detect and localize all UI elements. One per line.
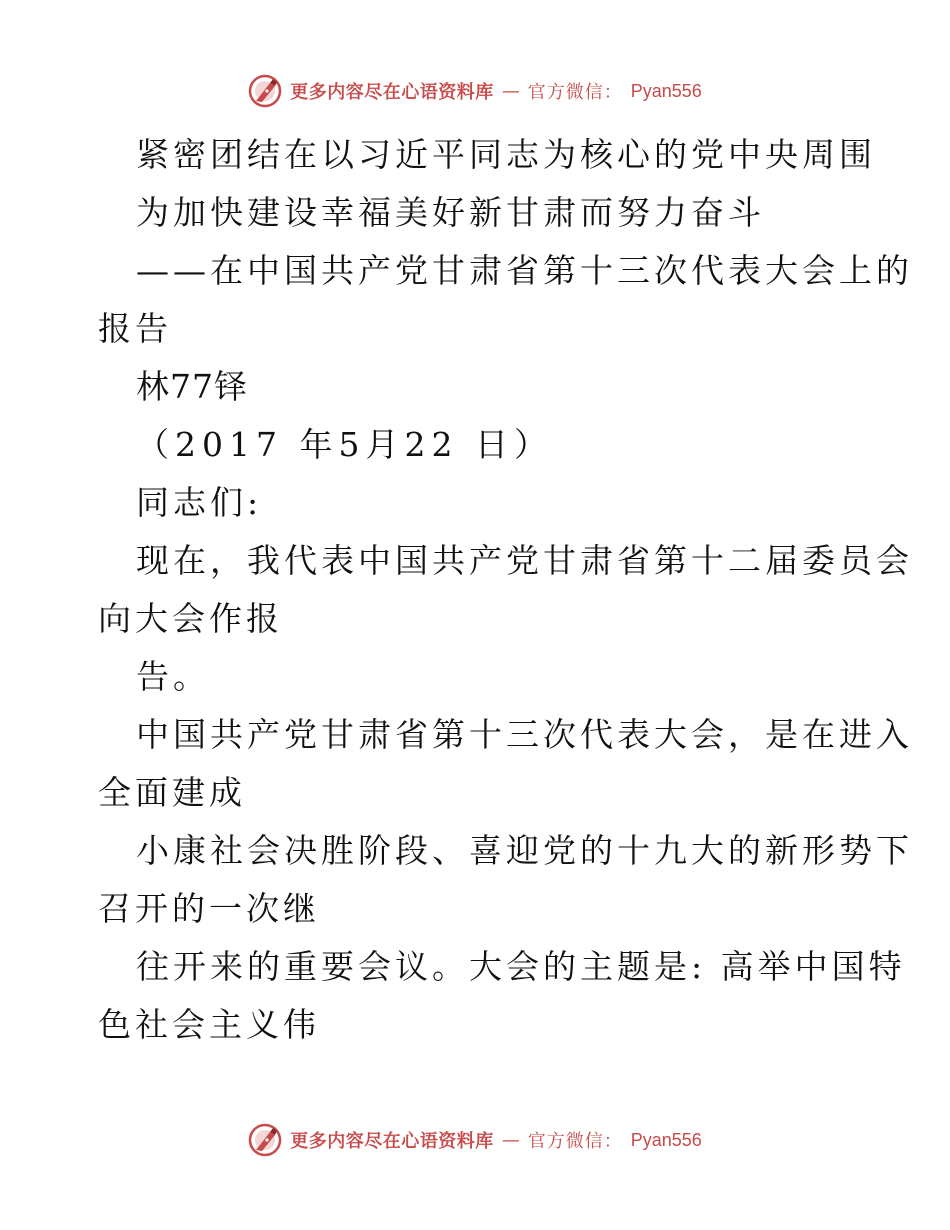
document-line-author: 林77铎 [136, 367, 248, 406]
document-line-title-1: 紧密团结在以习近平同志为核心的党中央周围 [136, 135, 876, 174]
document-line: 小康社会决胜阶段、喜迎党的十九大的新形势下 [136, 831, 913, 870]
watermark-separator: — [501, 1129, 520, 1151]
watermark-main-text: 更多内容尽在心语资料库 [290, 1131, 494, 1152]
document-line: 往开来的重要会议。大会的主题是: 高举中国特 [136, 947, 906, 986]
watermark-wechat-label: 官方微信： [527, 82, 623, 103]
document-line: 召开的一次继 [98, 889, 320, 928]
document-line: 告。 [136, 657, 210, 696]
document-line-subtitle: ——在中国共产党甘肃省第十三次代表大会上的 [136, 251, 913, 290]
watermark-wechat-id: Pyan556 [630, 1129, 702, 1150]
document-line: 色社会主义伟 [98, 1005, 320, 1044]
document-line-subtitle-cont: 报告 [98, 309, 172, 348]
document-line: 现在，我代表中国共产党甘肃省第十二届委员会 [136, 541, 913, 580]
watermark-wechat-id: Pyan556 [630, 80, 702, 101]
document-body [0, 126, 950, 1054]
pen-nib-logo-icon [248, 74, 282, 108]
document-line-date: （2017 年5月22 日） [136, 425, 553, 464]
watermark-separator: — [501, 80, 520, 102]
header-watermark [0, 69, 950, 113]
pen-nib-logo-icon [248, 1123, 282, 1157]
document-line-title-2: 为加快建设幸福美好新甘肃而努力奋斗 [136, 193, 765, 232]
document-line: 中国共产党甘肃省第十三次代表大会，是在进入 [136, 715, 913, 754]
document-line: 向大会作报 [98, 599, 283, 638]
document-line: 全面建成 [98, 773, 246, 812]
watermark-wechat-label: 官方微信： [527, 1131, 623, 1152]
footer-watermark [0, 1118, 950, 1162]
watermark-main-text: 更多内容尽在心语资料库 [290, 82, 494, 103]
document-line-salutation: 同志们: [136, 483, 263, 522]
